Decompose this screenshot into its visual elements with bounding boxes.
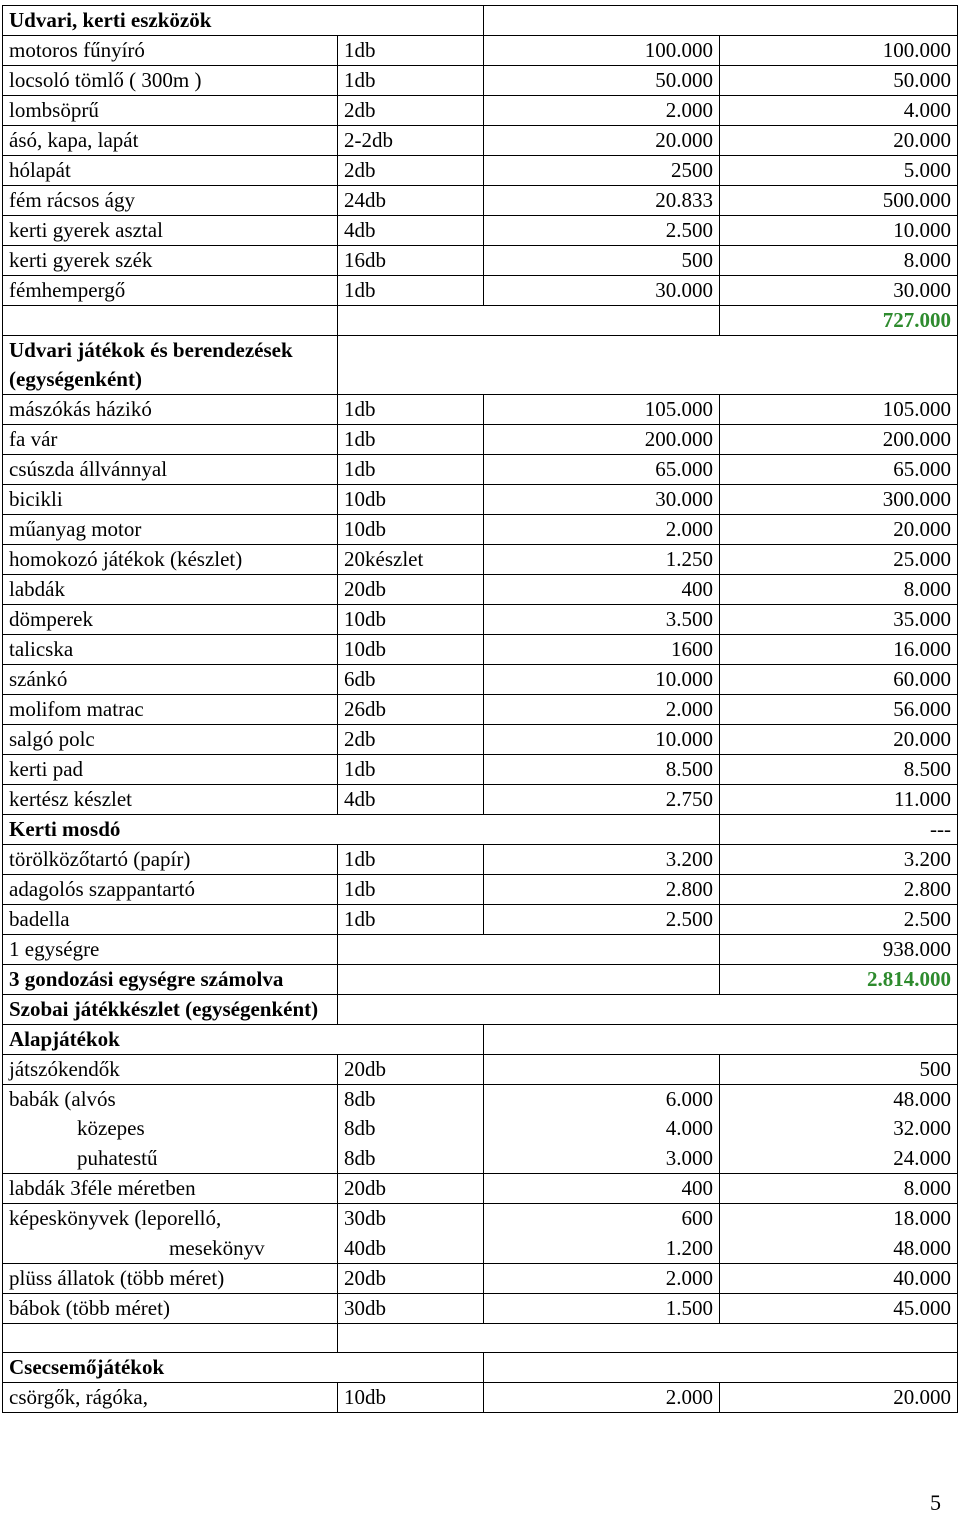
total-label: 1 egységre (3, 935, 338, 965)
page-number: 5 (930, 1490, 941, 1515)
item-name: játszókendők (3, 1055, 338, 1085)
item-name: badella (3, 905, 338, 935)
item-name-line: képeskönyvek (leporelló, (9, 1206, 222, 1231)
section-heading: Alapjátékok (3, 1025, 484, 1055)
item-total-line: 48.000 (893, 1235, 951, 1260)
item-name-line: puhatestű (77, 1145, 158, 1170)
item-unit-price (484, 1204, 720, 1264)
item-total (720, 1204, 958, 1264)
inventory-table (2, 5, 958, 1413)
item-name: mászókás házikó (3, 395, 338, 425)
table-row (3, 695, 958, 725)
table-row (3, 755, 958, 785)
item-total: 20.000 (720, 725, 958, 755)
table-row (3, 1263, 958, 1293)
table-row (3, 395, 958, 425)
item-unit-price: 8.500 (484, 755, 720, 785)
item-unit-price (484, 1055, 720, 1085)
item-quantity: 1db (338, 276, 484, 306)
item-name: plüss állatok (több méret) (3, 1263, 338, 1293)
table-row (3, 725, 958, 755)
item-total: 20.000 (720, 1383, 958, 1413)
item-unit-price: 2.500 (484, 216, 720, 246)
item-unit-price: 2500 (484, 156, 720, 186)
table-row (3, 785, 958, 815)
empty-cell (338, 965, 720, 995)
section-heading-row (3, 6, 958, 36)
item-quantity-line: 8db (344, 1145, 376, 1170)
empty-cell (338, 1323, 958, 1352)
item-total: 65.000 (720, 455, 958, 485)
item-quantity: 6db (338, 665, 484, 695)
item-unit-price: 50.000 (484, 66, 720, 96)
item-total: 16.000 (720, 635, 958, 665)
blank-row (3, 1323, 958, 1352)
item-quantity: 4db (338, 785, 484, 815)
item-total: 3.200 (720, 845, 958, 875)
item-unit-price: 400 (484, 575, 720, 605)
item-total: 20.000 (720, 515, 958, 545)
table-row (3, 605, 958, 635)
item-name: fémhempergő (3, 276, 338, 306)
item-unit-price: 1.500 (484, 1293, 720, 1323)
table-row (3, 276, 958, 306)
table-row (3, 455, 958, 485)
item-name-line: babák (alvós (9, 1087, 116, 1111)
item-quantity-line: 8db (344, 1116, 376, 1141)
section-heading-row (3, 1025, 958, 1055)
item-name: műanyag motor (3, 515, 338, 545)
table-row (3, 515, 958, 545)
item-quantity-line: 40db (344, 1235, 386, 1260)
item-name: kerti gyerek szék (3, 246, 338, 276)
item-name: dömperek (3, 605, 338, 635)
item-name-line: mesekönyv (169, 1235, 265, 1260)
item-name: csörgők, rágóka, (3, 1383, 338, 1413)
item-quantity: 1db (338, 905, 484, 935)
subtotal-row (3, 306, 958, 336)
item-quantity: 2db (338, 156, 484, 186)
grand-total-label: 3 gondozási egységre számolva (3, 965, 338, 995)
item-name: homokozó játékok (készlet) (3, 545, 338, 575)
item-quantity: 10db (338, 515, 484, 545)
item-total: 10.000 (720, 216, 958, 246)
item-total-line: 48.000 (893, 1087, 951, 1111)
section-heading-row (3, 995, 958, 1025)
item-quantity: 20db (338, 1263, 484, 1293)
item-quantity-line: 8db (344, 1087, 376, 1111)
item-unit-price-line: 1.200 (665, 1235, 713, 1260)
item-total: 2.800 (720, 875, 958, 905)
item-unit-price: 20.833 (484, 186, 720, 216)
table-row (3, 1055, 958, 1085)
item-total: 200.000 (720, 425, 958, 455)
item-name: fém rácsos ágy (3, 186, 338, 216)
item-unit-price: 30.000 (484, 276, 720, 306)
item-unit-price: 10.000 (484, 725, 720, 755)
item-total: 8.000 (720, 246, 958, 276)
item-unit-price: 1.250 (484, 545, 720, 575)
item-name: fa vár (3, 425, 338, 455)
inventory-body (3, 6, 958, 1413)
item-unit-price-line: 4.000 (665, 1116, 713, 1141)
item-quantity: 10db (338, 605, 484, 635)
item-name: adagolós szappantartó (3, 875, 338, 905)
item-unit-price: 2.800 (484, 875, 720, 905)
item-unit-price: 65.000 (484, 455, 720, 485)
item-total-line: 32.000 (893, 1116, 951, 1141)
grand-total-row (3, 965, 958, 995)
item-quantity: 2db (338, 96, 484, 126)
item-total: 11.000 (720, 785, 958, 815)
table-row (3, 156, 958, 186)
table-row (3, 575, 958, 605)
item-name: hólapát (3, 156, 338, 186)
empty-cell (3, 306, 338, 336)
item-name: kerti gyerek asztal (3, 216, 338, 246)
section-heading: Udvari játékok és berendezések (egységenként) (3, 336, 338, 395)
empty-cell (484, 1353, 958, 1383)
item-total: 4.000 (720, 96, 958, 126)
section-heading: Szobai játékkészlet (egységenként) (3, 995, 338, 1025)
table-row (3, 1383, 958, 1413)
item-unit-price: 2.750 (484, 785, 720, 815)
item-unit-price: 1600 (484, 635, 720, 665)
item-name: labdák (3, 575, 338, 605)
item-quantity: 2-2db (338, 126, 484, 156)
item-name: kerti pad (3, 755, 338, 785)
item-quantity: 20db (338, 575, 484, 605)
item-total: 40.000 (720, 1263, 958, 1293)
table-row (3, 96, 958, 126)
item-quantity: 2db (338, 725, 484, 755)
section-heading-row (3, 1353, 958, 1383)
item-unit-price: 2.000 (484, 695, 720, 725)
item-quantity: 1db (338, 455, 484, 485)
table-row (3, 875, 958, 905)
item-quantity: 30db (338, 1293, 484, 1323)
item-unit-price-line: 600 (681, 1206, 713, 1231)
item-total: 45.000 (720, 1293, 958, 1323)
item-name: lombsöprű (3, 96, 338, 126)
total-row (3, 935, 958, 965)
item-unit-price: 400 (484, 1174, 720, 1204)
section-heading-row (3, 815, 958, 845)
empty-cell (3, 1323, 338, 1352)
item-total: 60.000 (720, 665, 958, 695)
item-total: 8.000 (720, 575, 958, 605)
item-total: 105.000 (720, 395, 958, 425)
item-total: 35.000 (720, 605, 958, 635)
table-row (3, 545, 958, 575)
item-total: 5.000 (720, 156, 958, 186)
table-row (3, 1085, 958, 1174)
table-row (3, 485, 958, 515)
table-row (3, 66, 958, 96)
item-total: 30.000 (720, 276, 958, 306)
section-heading-row (3, 336, 958, 395)
item-quantity: 1db (338, 875, 484, 905)
item-quantity: 1db (338, 66, 484, 96)
subtotal-value: 727.000 (720, 306, 958, 336)
item-quantity (338, 1204, 484, 1264)
item-unit-price: 200.000 (484, 425, 720, 455)
item-unit-price: 2.000 (484, 96, 720, 126)
table-row (3, 635, 958, 665)
item-total: 2.500 (720, 905, 958, 935)
empty-cell (484, 1025, 958, 1055)
item-total: 500.000 (720, 186, 958, 216)
item-name: szánkó (3, 665, 338, 695)
item-name: csúszda állvánnyal (3, 455, 338, 485)
empty-cell (338, 995, 958, 1025)
table-row (3, 845, 958, 875)
table-row (3, 126, 958, 156)
item-total: 20.000 (720, 126, 958, 156)
item-quantity: 10db (338, 1383, 484, 1413)
item-name: salgó polc (3, 725, 338, 755)
table-row (3, 905, 958, 935)
item-unit-price (484, 1085, 720, 1174)
item-quantity: 20db (338, 1174, 484, 1204)
item-quantity: 1db (338, 755, 484, 785)
item-total: 500 (720, 1055, 958, 1085)
item-unit-price: 3.500 (484, 605, 720, 635)
item-name (3, 1204, 338, 1264)
item-quantity: 1db (338, 425, 484, 455)
item-total: 300.000 (720, 485, 958, 515)
grand-total-value: 2.814.000 (720, 965, 958, 995)
item-quantity: 4db (338, 216, 484, 246)
item-name: molifom matrac (3, 695, 338, 725)
item-name: kertész készlet (3, 785, 338, 815)
item-total: 8.000 (720, 1174, 958, 1204)
item-quantity: 10db (338, 635, 484, 665)
item-unit-price: 2.500 (484, 905, 720, 935)
section-heading: Kerti mosdó (3, 815, 720, 845)
item-unit-price: 105.000 (484, 395, 720, 425)
item-unit-price: 20.000 (484, 126, 720, 156)
item-unit-price: 2.000 (484, 515, 720, 545)
item-quantity: 1db (338, 36, 484, 66)
item-quantity: 26db (338, 695, 484, 725)
table-row (3, 425, 958, 455)
item-total (720, 1085, 958, 1174)
item-quantity-line: 30db (344, 1206, 386, 1231)
empty-cell (338, 336, 958, 395)
table-row (3, 1293, 958, 1323)
table-row (3, 36, 958, 66)
item-name: labdák 3féle méretben (3, 1174, 338, 1204)
empty-cell (338, 935, 720, 965)
item-name: locsoló tömlő ( 300m ) (3, 66, 338, 96)
item-name: bicikli (3, 485, 338, 515)
item-total: 8.500 (720, 755, 958, 785)
item-unit-price: 500 (484, 246, 720, 276)
item-unit-price: 30.000 (484, 485, 720, 515)
table-row (3, 216, 958, 246)
total-value: 938.000 (720, 935, 958, 965)
item-name: bábok (több méret) (3, 1293, 338, 1323)
item-quantity (338, 1085, 484, 1174)
item-name: motoros fűnyíró (3, 36, 338, 66)
item-quantity: 20db (338, 1055, 484, 1085)
item-total: 50.000 (720, 66, 958, 96)
empty-cell (484, 6, 958, 36)
item-total: 25.000 (720, 545, 958, 575)
item-total-line: 24.000 (893, 1145, 951, 1170)
table-row (3, 186, 958, 216)
item-unit-price-line: 6.000 (665, 1087, 713, 1111)
section-heading: Udvari, kerti eszközök (3, 6, 484, 36)
table-row (3, 1204, 958, 1264)
item-unit-price: 10.000 (484, 665, 720, 695)
item-name: ásó, kapa, lapát (3, 126, 338, 156)
item-unit-price-line: 3.000 (665, 1145, 713, 1170)
item-name (3, 1085, 338, 1174)
item-quantity: 10db (338, 485, 484, 515)
item-total: 56.000 (720, 695, 958, 725)
table-row (3, 246, 958, 276)
item-quantity: 20készlet (338, 545, 484, 575)
section-heading: Csecsemőjátékok (3, 1353, 484, 1383)
section-total: --- (720, 815, 958, 845)
item-quantity: 1db (338, 395, 484, 425)
item-name-line: közepes (77, 1116, 145, 1141)
item-total-line: 18.000 (893, 1206, 951, 1231)
item-quantity: 1db (338, 845, 484, 875)
item-name: törölközőtartó (papír) (3, 845, 338, 875)
item-total: 100.000 (720, 36, 958, 66)
item-quantity: 16db (338, 246, 484, 276)
item-unit-price: 100.000 (484, 36, 720, 66)
item-unit-price: 2.000 (484, 1263, 720, 1293)
item-quantity: 24db (338, 186, 484, 216)
item-name: talicska (3, 635, 338, 665)
empty-cell (338, 306, 720, 336)
table-row (3, 665, 958, 695)
item-unit-price: 3.200 (484, 845, 720, 875)
table-row (3, 1174, 958, 1204)
item-unit-price: 2.000 (484, 1383, 720, 1413)
